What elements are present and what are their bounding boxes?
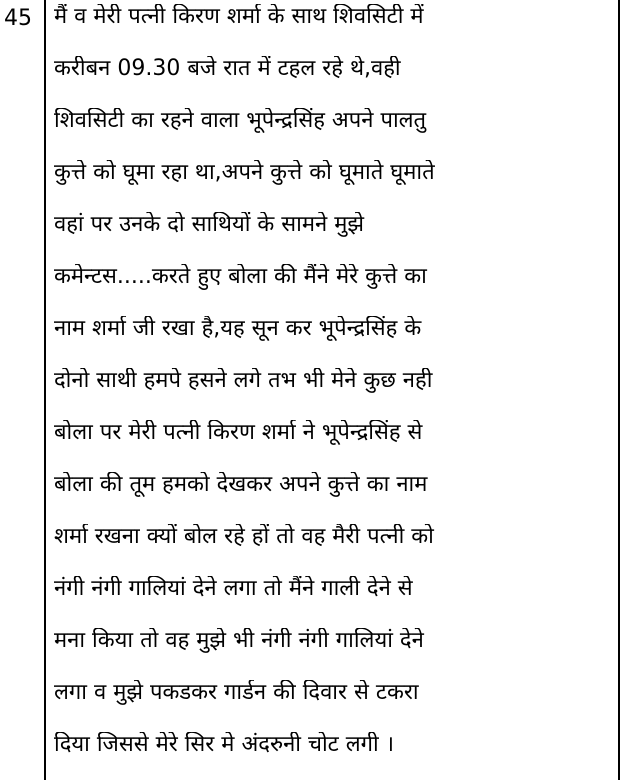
statement-line: शिवसिटी का रहने वाला भूपेन्द्रसिंह अपने पालतु xyxy=(54,108,427,133)
statement-line: बोला की तूम हमको देखकर अपने कुत्ते का नाम xyxy=(54,472,428,497)
statement-line: मैं व मेरी पत्नी किरण शर्मा के साथ शिवसिटी में xyxy=(54,4,424,29)
statement-line: दोनो साथी हमपे हसने लगे तभ भी मेने कुछ नही xyxy=(54,368,433,393)
statement-line: नंगी नंगी गालियां देने लगा तो मैंने गाली देने से xyxy=(54,576,413,601)
row-number: 45 xyxy=(4,6,32,31)
statement-line: कुत्ते को घूमा रहा था,अपने कुत्ते को घूमाते घूमाते xyxy=(54,160,435,185)
statement-line: दिया जिससे मेरे सिर मे अंदरुनी चोट लगी । xyxy=(54,732,395,757)
statement-line: नाम शर्मा जी रखा है,यह सून कर भूपेन्द्रसिंह के xyxy=(54,316,422,341)
statement-line: कमेन्टस.....करते हुए बोला की मैंने मेरे कुत्ते का xyxy=(54,264,427,289)
statement-cell xyxy=(44,0,620,780)
statement-line: करीबन 09.30 बजे रात में टहल रहे थे,वही xyxy=(54,56,401,81)
row-number-column xyxy=(0,0,44,780)
statement-line: बोला पर मेरी पत्नी किरण शर्मा ने भूपेन्द्रसिंह से xyxy=(54,420,423,445)
statement-line: शर्मा रखना क्यों बोल रहे हों तो वह मैरी पत्नी को xyxy=(54,524,434,549)
statement-line: वहां पर उनके दो साथियों के सामने मुझे xyxy=(54,212,365,237)
statement-line: लगा व मुझे पकडकर गार्डन की दिवार से टकरा xyxy=(54,680,419,705)
statement-line: मना किया तो वह मुझे भी नंगी नंगी गालियां देने xyxy=(54,628,424,653)
